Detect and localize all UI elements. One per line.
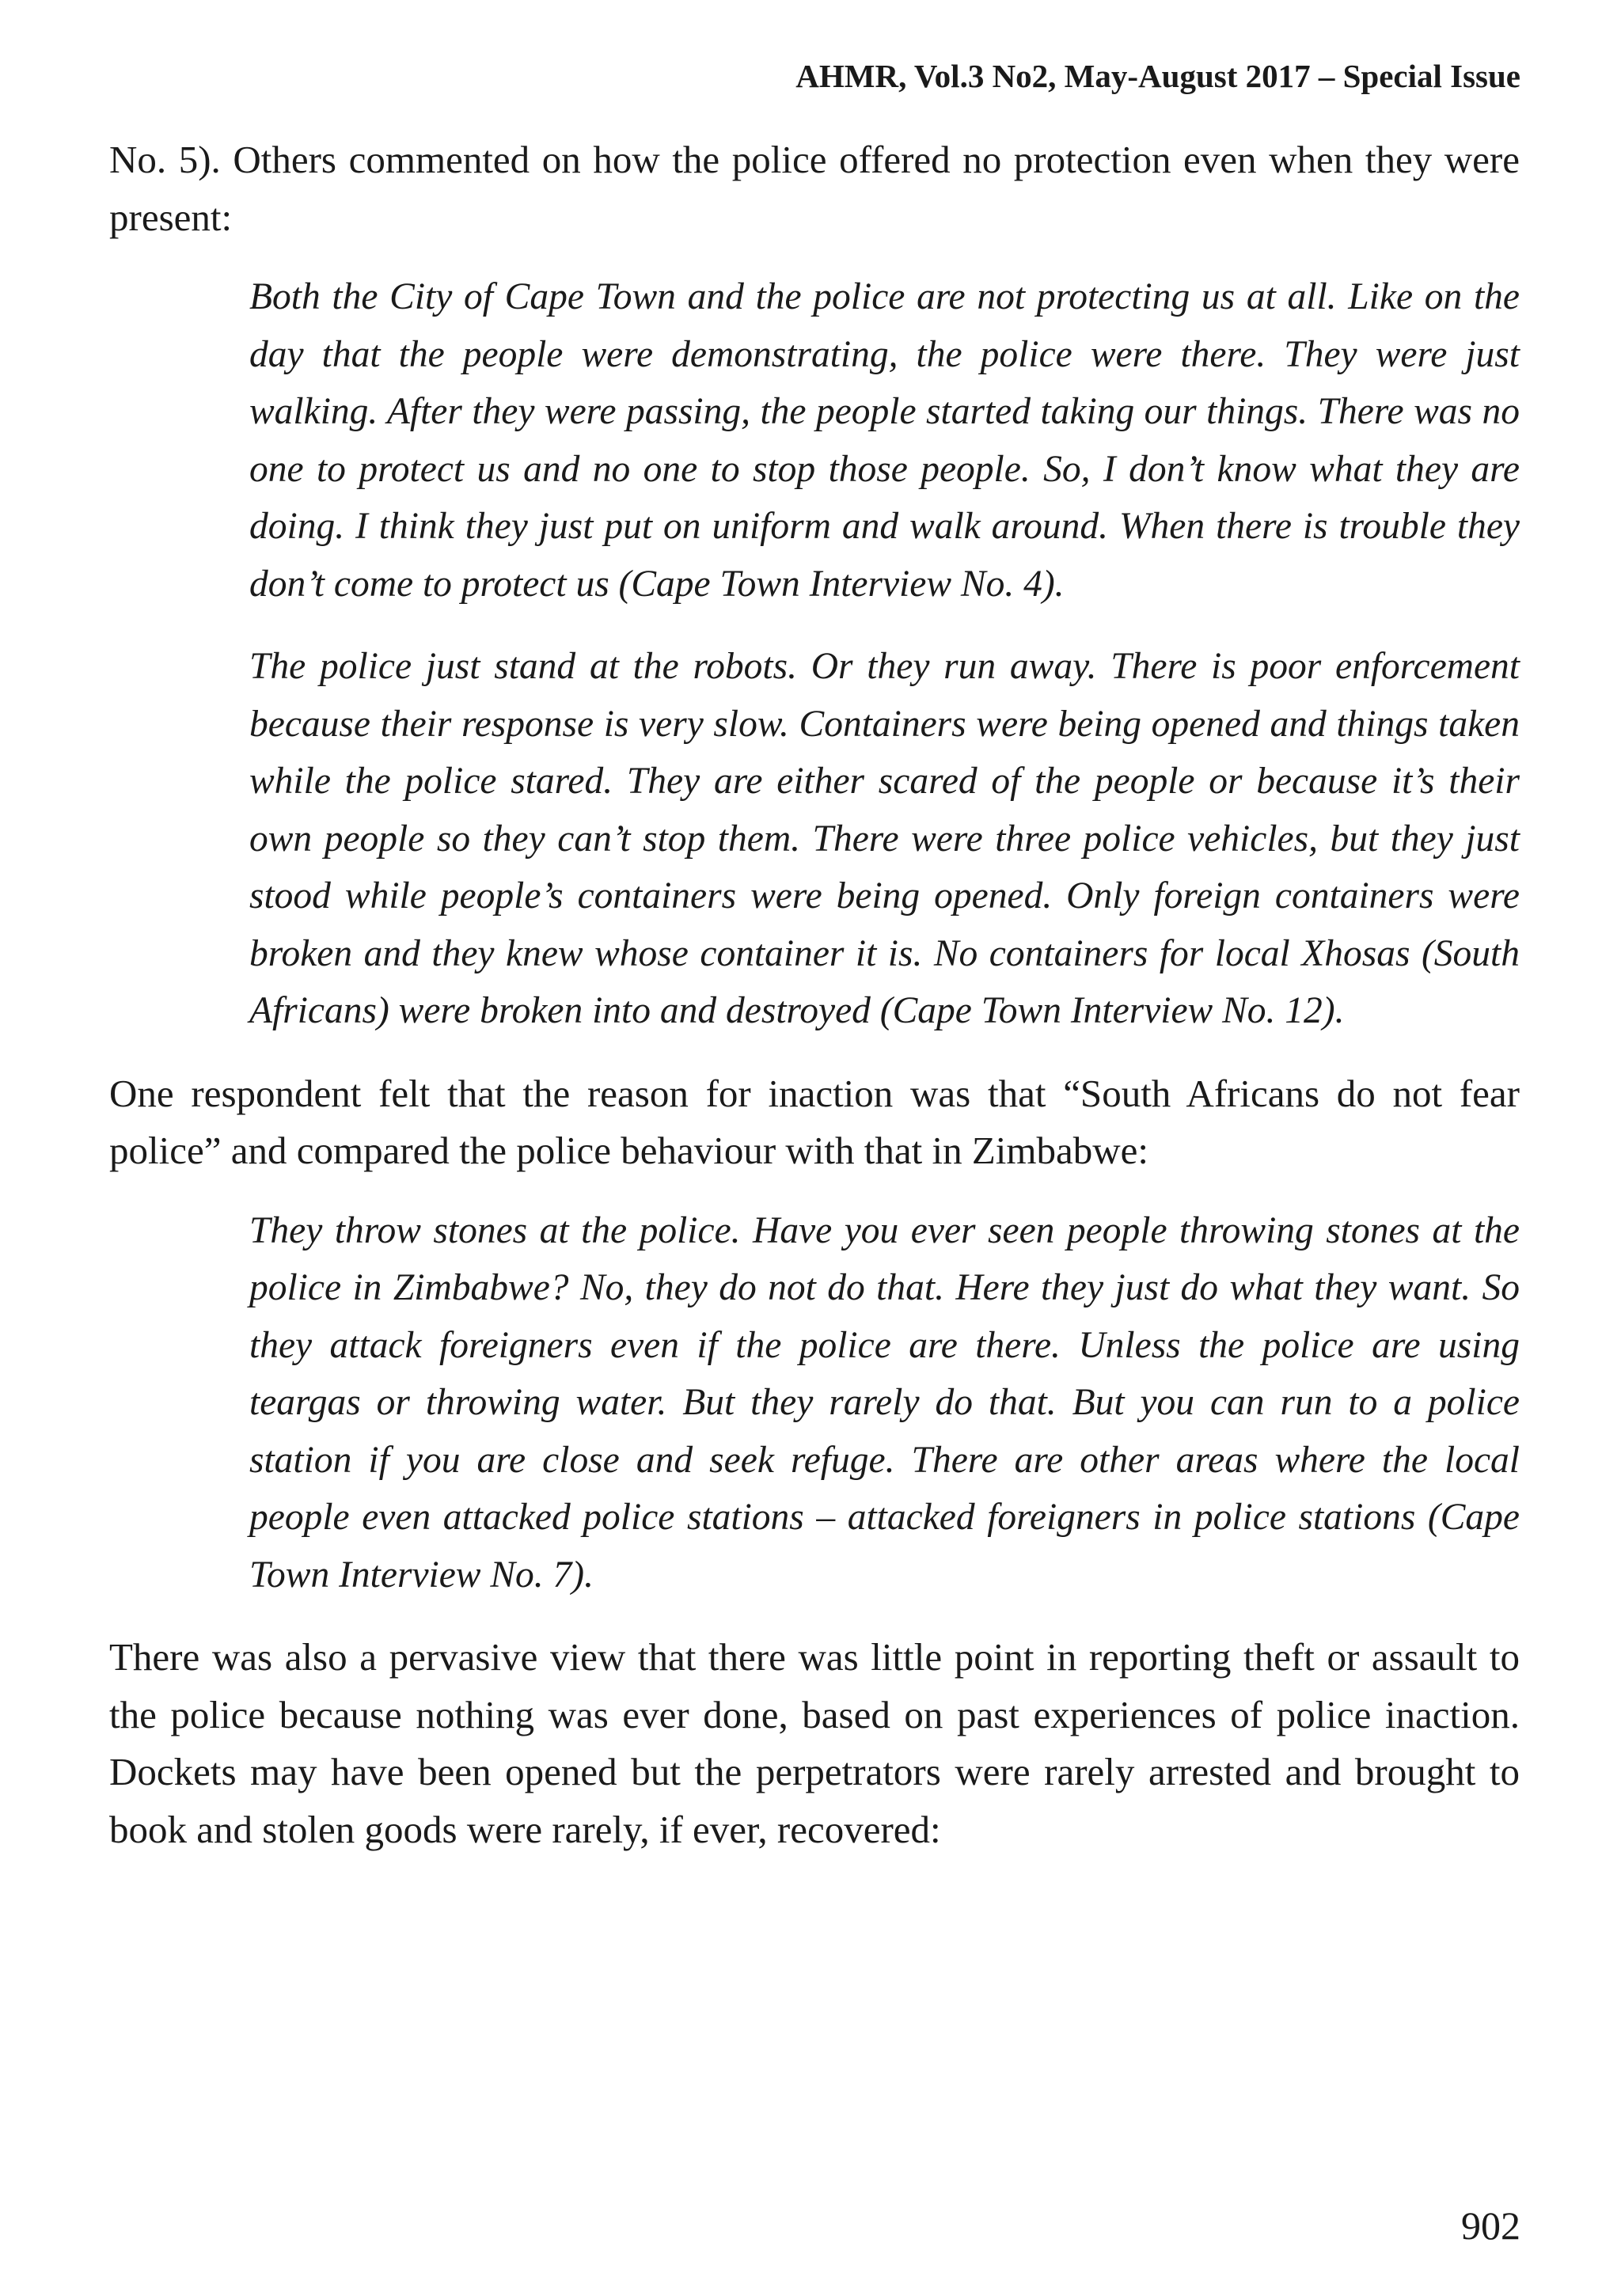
paragraph-respondent: One respondent felt that the reason for inaction was that “South Africans do not fear police” and compared the police behaviour with that in Zimbabwe: — [109, 1071, 1520, 1172]
body-text — [109, 131, 1520, 1858]
paragraph-reporting: There was also a pervasive view that there was little point in reporting theft or assault to the police because nothing was ever done, based on past experiences of police inaction. Dockets may have been opened but the perpetrators were rarely arrested and brought to book and stolen goods were rarely, if ever, recovered: — [109, 1635, 1520, 1851]
running-header: AHMR, Vol.3 No2, May-August 2017 – Special Issue — [795, 58, 1520, 94]
block-quote-interview-12: The police just stand at the robots. Or they run away. There is poor enforcement because their response is very slow. Containers were being opened and things taken while the police stared. They are either scared of the people or because it’s their own people so they can’t stop them. There were three police vehicles, but they just stood while people’s containers were being opened. Only foreign containers were broken and they knew whose container it is. No containers for local Xhosas (South Africans) were broken into and destroyed (Cape Town Interview No. 12). — [249, 646, 1520, 1031]
block-quote-interview-4: Both the City of Cape Town and the police are not protecting us at all. Like on the day that the people were demonstrating, the police were there. They were just walking. After they were passing, the people started taking our things. There was no one to protect us and no one to stop those people. So, I don’t know what they are doing. I think they just put on uniform and walk around. When there is trouble they don’t come to protect us (Cape Town Interview No. 4). — [249, 276, 1520, 605]
block-quote-interview-7: They throw stones at the police. Have you ever seen people throwing stones at the police in Zimbabwe? No, they do not do that. Here they just do what they want. So they attack foreigners even if the police are there. Unless the police are using teargas or throwing water. But they rarely do that. But you can run to a police station if you are close and seek refuge. There are other areas where the local people even attacked police stations – attacked foreigners in police stations (Cape Town Interview No. 7). — [249, 1209, 1520, 1596]
page-number: 902 — [1461, 2203, 1520, 2248]
paragraph-intro: No. 5). Others commented on how the police offered no protection even when they were present: — [109, 138, 1520, 239]
